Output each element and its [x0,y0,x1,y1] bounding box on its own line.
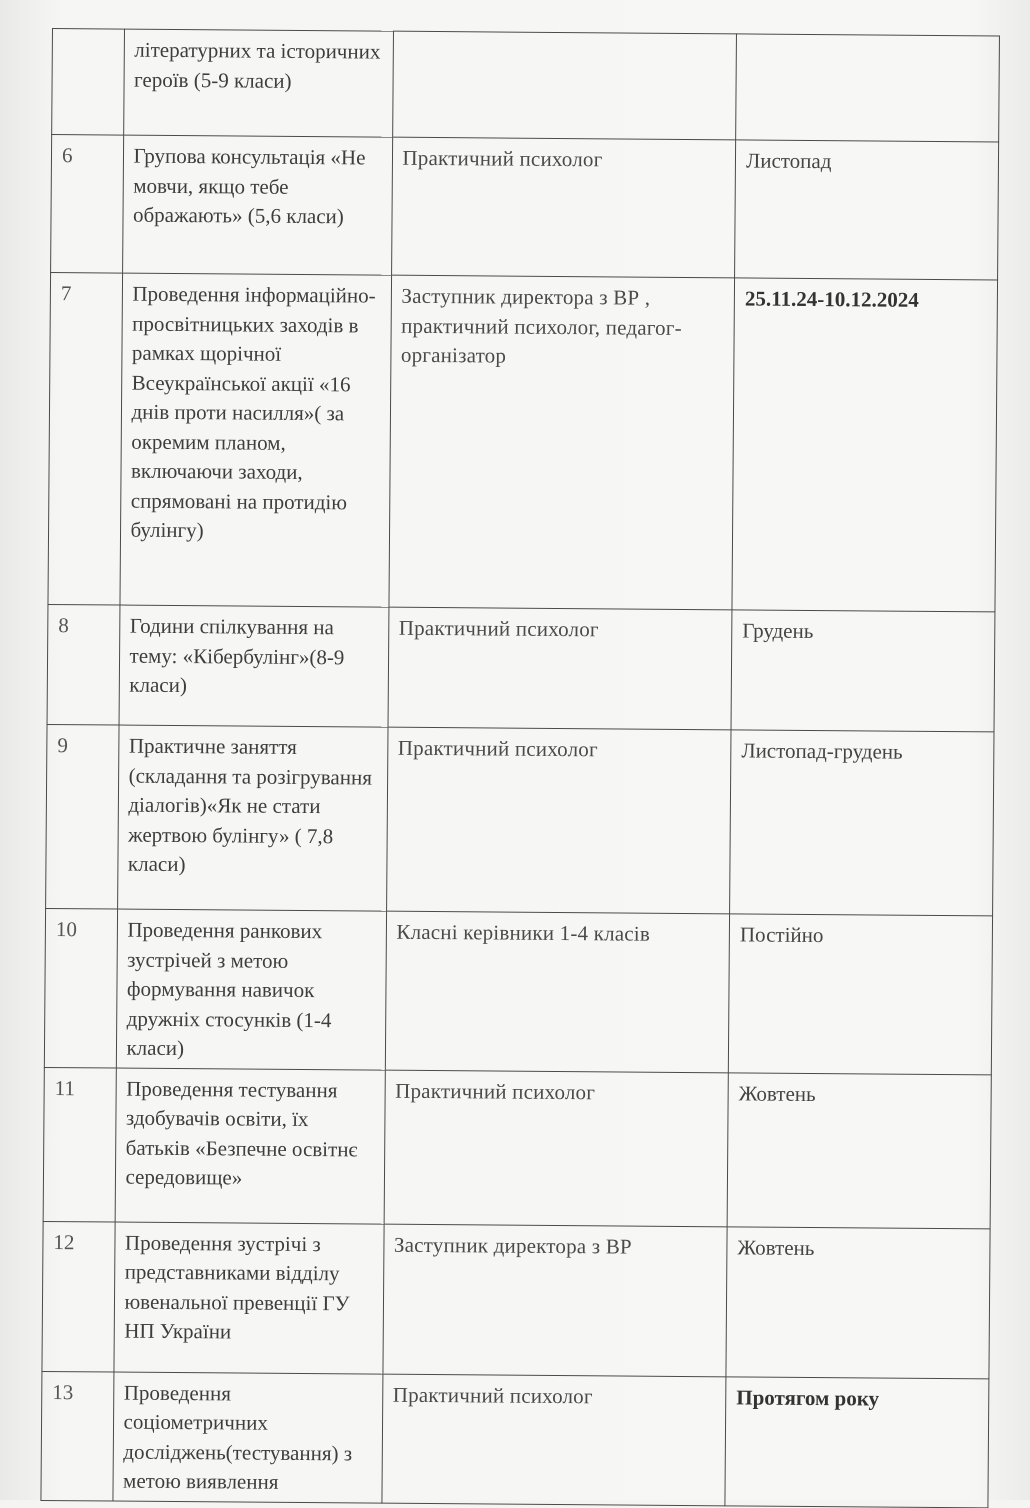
responsible-cell: Класні керівники 1-4 класів [385,911,730,1072]
responsible-cell: Практичний психолог [381,1374,726,1506]
term-cell: Листопад [735,140,999,280]
event-cell: Години спілкування на тему: «Кібербулінг»(8-9 класи) [119,605,389,727]
responsible-cell: Заступник директора з ВР , практичний психолог, педагог-організатор [388,275,734,610]
event-cell: Практичне заняття (складання та розігрування діалогів)«Як не стати жертвою булінгу» ( 7,8 класи) [117,725,387,911]
term-cell: Постійно [728,914,992,1075]
row-number: 8 [47,604,119,725]
table-row [46,724,994,915]
event-cell: Проведення ранкових зустрічей з метою формування навичок дружніх стосунків (1-4 класи) [116,909,386,1070]
term-cell: Листопад-грудень [730,730,994,916]
event-cell: Проведення зустрічі з представниками відділу ювенальної превенції ГУ НП України [113,1222,383,1374]
responsible-cell: Практичний психолог [386,727,731,914]
table-row [44,908,992,1074]
responsible-cell: Практичний психолог [388,607,732,730]
responsible-cell: Практичний психолог [391,137,736,278]
responsible-cell: Заступник директора з ВР [382,1224,727,1377]
table-row [47,604,995,731]
table-row [51,135,999,280]
event-cell: Групова консультація «Не мовчи, якщо тебе ображають» (5,6 класи) [122,135,392,275]
table-row [43,1067,991,1228]
responsible-cell [392,31,736,140]
table-row [48,272,998,611]
term-cell: Жовтень [727,1072,991,1228]
event-cell: Проведення тестування здобувачів освіти, їх батьків «Безпечне освітнє середовище» [115,1068,385,1224]
row-number: 10 [44,908,117,1067]
table-row [41,1371,989,1507]
event-cell: літературних та історичних героїв (5-9 класи) [123,29,393,137]
term-cell: 25.11.24-10.12.2024 [732,278,998,612]
row-number: 12 [42,1221,115,1372]
event-cell: Проведення інформаційно-просвітницьких заходів в рамках щорічної Всеукраїнської акції «16 днів проти насилля»( за окремим планом, включаючи заходи, спрямовані на протидію булінгу) [119,273,391,607]
row-number: 7 [48,272,122,605]
table-row [52,29,1000,142]
term-cell [736,34,1000,142]
term-cell: Грудень [731,610,995,732]
row-number: 6 [51,135,124,274]
event-cell: Проведення соціометричних досліджень(тестування) з метою виявлення [112,1372,382,1503]
term-cell: Жовтень [726,1226,990,1378]
row-number: 11 [43,1067,116,1222]
row-number: 13 [41,1371,114,1501]
responsible-cell: Практичний психолог [384,1070,729,1227]
row-number: 9 [46,724,119,909]
term-cell: Протягом року [725,1376,989,1507]
row-number [52,29,124,136]
table-row [42,1221,990,1378]
plan-table [40,28,1000,1508]
